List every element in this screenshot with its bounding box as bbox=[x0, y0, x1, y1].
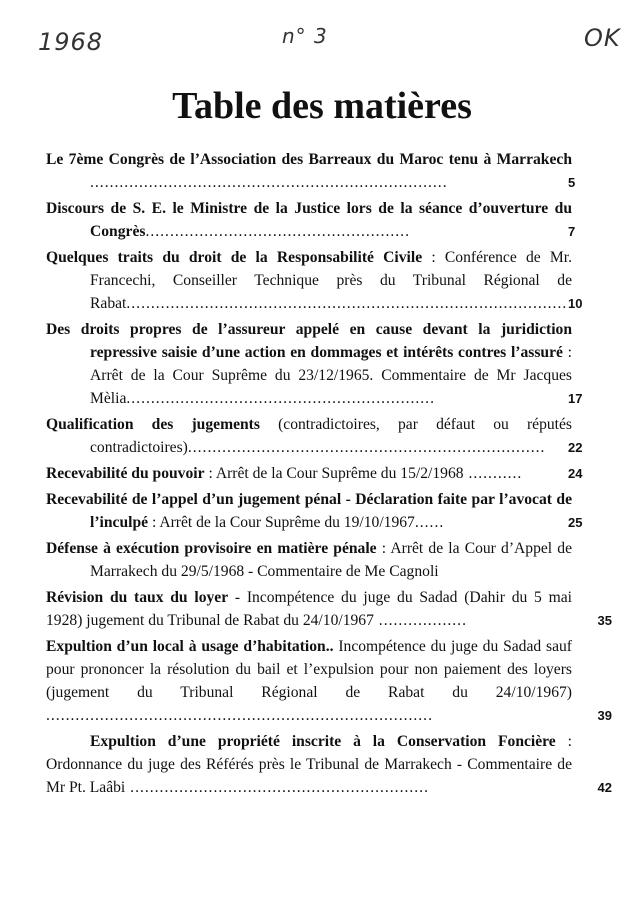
entry-description: : Arrêt de la Cour Suprême du 23/12/1965. Commentaire de Mr Jacques Mèlia bbox=[90, 344, 572, 407]
toc-entry bbox=[46, 586, 612, 632]
handwritten-ok-mark: OK bbox=[584, 24, 621, 52]
toc-entry: Discours de S. E. le Ministre de la Justice lors de la séance d’ouverture du Congrès...................................................... 7 bbox=[46, 200, 576, 240]
entry-description: : Arrêt de la Cour Suprême du 15/2/1968 bbox=[204, 465, 464, 482]
entry-description: : Arrêt de la Cour d’Appel de Marrakech du 29/5/1968 - Commentaire de Me Cagnoli bbox=[90, 540, 572, 580]
leader-dots: .................. bbox=[373, 612, 467, 629]
entry-title: Qualification des jugements bbox=[46, 416, 260, 433]
toc-entry: Recevabilité du pouvoir : Arrêt de la Cour Suprême du 15/2/1968 ........... 24 bbox=[46, 465, 583, 482]
handwritten-issue-number: n° 3 bbox=[282, 24, 328, 48]
page-title: Table des matières bbox=[172, 85, 472, 127]
page-number: 42 bbox=[597, 780, 612, 795]
entry-title: Révision du taux du loyer bbox=[46, 589, 229, 606]
leader-dots: ............................................................... bbox=[126, 390, 435, 407]
entry-description: Incompétence du juge du Sadad sauf pour prononcer la résolution du bail et l’expulsion pour non paiement des loyers (jugement du Tribunal Régional de Rabat du 24/10/1967) bbox=[46, 638, 572, 701]
page-number: 39 bbox=[597, 708, 612, 723]
entry-title: Des droits propres de l’assureur appelé en cause devant la juridiction repressive saisie d’une action en dommages et intérêts contres l’assuré bbox=[46, 321, 572, 361]
entry-title: Expultion d’un local à usage d’habitation.. bbox=[46, 638, 334, 655]
leader-dots: ...................................................... bbox=[145, 223, 410, 240]
leader-dots: ......................................................................... bbox=[90, 174, 448, 191]
toc-entry: Recevabilité de l’appel d’un jugement pénal - Déclaration faite par l’avocat de l’inculpé : Arrêt de la Cour Suprême du 19/10/1967...... 25 bbox=[46, 491, 583, 531]
entry-title: Expultion d’une propriété inscrite à la Conservation Foncière bbox=[90, 733, 556, 750]
entry-description: : Arrêt de la Cour Suprême du 19/10/1967 bbox=[148, 514, 415, 531]
page-number: 35 bbox=[597, 613, 612, 628]
entry-description: : Ordonnance du juge des Référés près le Tribunal de Marrakech - Commentaire de Mr Pt. Laâbi bbox=[46, 733, 572, 796]
toc-entry: Le 7ème Congrès de l’Association des Barreaux du Maroc tenu à Marrakech ......................................................................... 5 bbox=[46, 151, 576, 191]
entry-title: Défense à exécution provisoire en matière pénale bbox=[46, 540, 377, 557]
toc-entry bbox=[46, 730, 612, 799]
entry-description: - Incompétence du juge du Sadad (Dahir du 5 mai 1928) jugement du Tribunal de Rabat du 24/10/1967 bbox=[46, 589, 572, 629]
toc-entry: Qualification des jugements (contradictoires, par défaut ou réputés contradictoires)......................................................................... 22 bbox=[46, 416, 583, 456]
leader-dots: ........... bbox=[463, 465, 523, 482]
entry-description: : Conférence de Mr. Francechi, Conseiller Technique près du Tribunal Régional de Rabat bbox=[90, 249, 572, 312]
toc-entry bbox=[46, 635, 612, 727]
handwritten-year: 1968 bbox=[38, 28, 104, 56]
leader-dots: ......................................................................... bbox=[187, 439, 546, 456]
table-of-contents bbox=[46, 148, 612, 802]
entry-title: Le 7ème Congrès de l’Association des Barreaux du Maroc tenu à Marrakech bbox=[46, 151, 572, 168]
entry-title: Recevabilité du pouvoir bbox=[46, 465, 205, 482]
leader-dots: ...... bbox=[414, 514, 445, 531]
entry-description: (contradictoires, par défaut ou réputés contradictoires) bbox=[90, 416, 572, 456]
entry-title: Discours de S. E. le Ministre de la Justice lors de la séance d’ouverture du Congrès bbox=[46, 200, 572, 240]
entry-title: Recevabilité de l’appel d’un jugement pénal - Déclaration faite par l’avocat de l’inculpé bbox=[46, 491, 572, 531]
toc-entry bbox=[46, 537, 612, 583]
leader-dots: .......................................................................................... bbox=[126, 295, 568, 312]
entry-title: Quelques traits du droit de la Responsabilité Civile bbox=[46, 249, 423, 266]
leader-dots: ............................................................................... bbox=[46, 707, 433, 724]
toc-entry: Des droits propres de l’assureur appelé en cause devant la juridiction repressive saisie d’une action en dommages et intérêts contres l’assuré : Arrêt de la Cour Suprême du 23/12/1965. Commentaire de Mr Jacques Mèlia............................................................... 17 bbox=[46, 321, 583, 407]
leader-dots: ............................................................. bbox=[125, 779, 429, 796]
toc-entry: Quelques traits du droit de la Responsabilité Civile : Conférence de Mr. Francechi, Conseiller Technique près du Tribunal Régional de Rabat.......................................................................................... 10 bbox=[46, 249, 583, 312]
